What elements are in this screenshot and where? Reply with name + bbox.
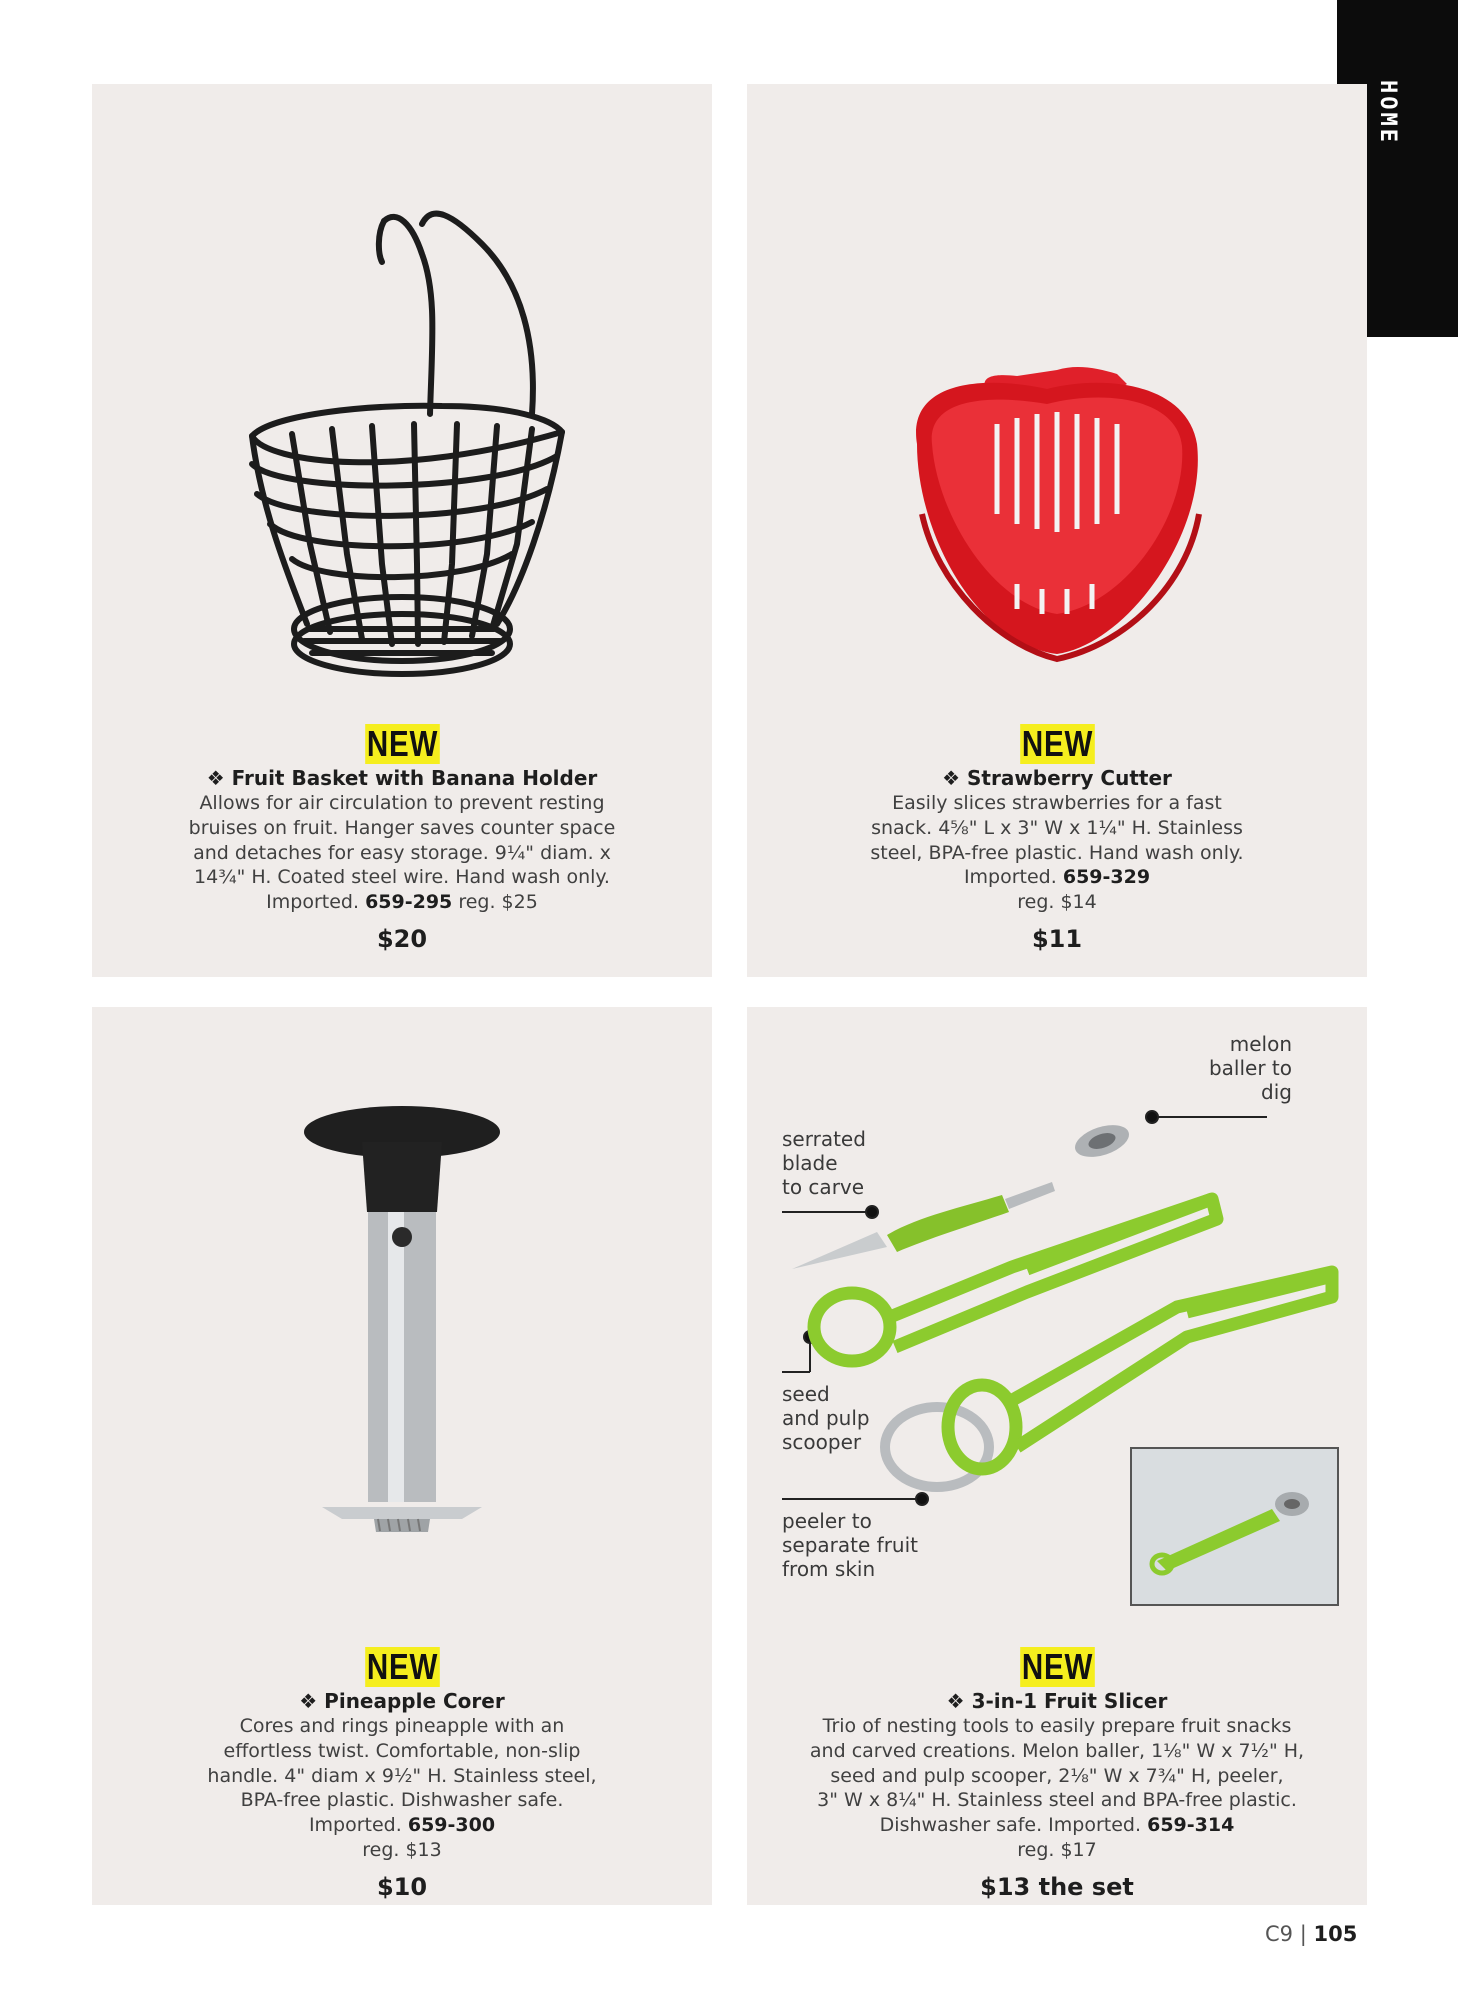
desc-line: seed and pulp scooper, 2⅛" W x 7¾" H, peeler, bbox=[830, 1764, 1284, 1787]
fruit-basket-image bbox=[92, 84, 712, 704]
desc-line: handle. 4" diam x 9½" H. Stainless steel, bbox=[207, 1764, 597, 1787]
desc-line: effortless twist. Comfortable, non-slip bbox=[223, 1739, 581, 1762]
desc-line bbox=[112, 1813, 692, 1838]
desc-line: Easily slices strawberries for a fast bbox=[892, 792, 1222, 814]
product-description bbox=[767, 791, 1347, 915]
callout-line: seed bbox=[782, 1382, 830, 1406]
product-title: ❖ Pineapple Corer bbox=[299, 1689, 505, 1713]
imported-text: Imported. bbox=[266, 891, 360, 914]
regular-price: reg. $25 bbox=[458, 891, 538, 914]
callout-line: separate fruit bbox=[782, 1533, 918, 1557]
callout-seed-scooper bbox=[782, 1382, 870, 1454]
desc-line: Trio of nesting tools to easily prepare fruit snacks bbox=[822, 1715, 1292, 1737]
product-info bbox=[112, 1647, 692, 1901]
product-description bbox=[112, 1714, 692, 1863]
item-number: 659-300 bbox=[407, 1814, 496, 1837]
product-card-fruit-slicer bbox=[747, 1007, 1367, 1905]
desc-line: 3" W x 8¼" H. Stainless steel and BPA-free plastic. bbox=[817, 1789, 1297, 1812]
desc-line: snack. 4⅝" L x 3" W x 1¼" H. Stainless bbox=[871, 816, 1243, 839]
callout-line: serrated bbox=[782, 1127, 866, 1151]
product-info bbox=[767, 724, 1347, 953]
desc-line: and carved creations. Melon baller, 1⅛" W x 7½" H, bbox=[809, 1739, 1305, 1762]
desc-line: steel, BPA-free plastic. Hand wash only. bbox=[870, 841, 1244, 864]
item-number: 659-314 bbox=[1147, 1814, 1235, 1837]
new-badge: NEW bbox=[366, 723, 438, 764]
product-description bbox=[112, 791, 692, 915]
callout-serrated-blade bbox=[782, 1127, 866, 1199]
pineapple-corer-image bbox=[92, 1007, 712, 1627]
callout-line: baller to bbox=[1208, 1056, 1292, 1080]
desc-line: Cores and rings pineapple with an bbox=[239, 1715, 565, 1737]
desc-line bbox=[767, 1813, 1347, 1838]
regular-price: reg. $14 bbox=[1017, 891, 1097, 914]
desc-line: Allows for air circulation to prevent resting bbox=[199, 792, 605, 814]
callout-line: peeler to bbox=[782, 1509, 872, 1533]
page-value: 105 bbox=[1313, 1922, 1358, 1946]
callout-line: from skin bbox=[782, 1557, 876, 1581]
desc-line: and detaches for easy storage. 9¼" diam. x bbox=[193, 841, 611, 864]
page-number bbox=[1265, 1922, 1357, 1946]
new-badge: NEW bbox=[366, 1646, 438, 1687]
product-title: ❖ Strawberry Cutter bbox=[942, 766, 1172, 790]
page-separator: | bbox=[1299, 1922, 1307, 1946]
strawberry-cutter-image bbox=[747, 84, 1367, 704]
page-section: C9 bbox=[1265, 1922, 1294, 1946]
desc-line bbox=[767, 865, 1347, 890]
desc-line: 14¾" H. Coated steel wire. Hand wash only. bbox=[194, 866, 610, 889]
desc-line: bruises on fruit. Hanger saves counter space bbox=[188, 816, 616, 839]
sale-price: $13 the set bbox=[980, 1872, 1134, 1901]
product-description bbox=[767, 1714, 1347, 1863]
product-title: ❖ 3-in-1 Fruit Slicer bbox=[946, 1689, 1168, 1713]
desc-line bbox=[112, 890, 692, 915]
callout-line: to carve bbox=[782, 1175, 865, 1199]
callout-line: dig bbox=[1261, 1080, 1292, 1104]
sale-price: $20 bbox=[376, 924, 428, 953]
desc-line: BPA-free plastic. Dishwasher safe. bbox=[240, 1789, 564, 1812]
new-badge: NEW bbox=[1021, 723, 1093, 764]
regular-price: reg. $13 bbox=[362, 1838, 442, 1861]
item-number: 659-295 bbox=[365, 891, 453, 914]
regular-price: reg. $17 bbox=[1017, 1838, 1097, 1861]
product-info bbox=[112, 724, 692, 953]
product-card-pineapple-corer bbox=[92, 1007, 712, 1905]
nested-set-inset-image bbox=[1130, 1447, 1339, 1606]
section-tab-label: HOME bbox=[1375, 80, 1400, 145]
callout-line: blade bbox=[782, 1151, 838, 1175]
callout-line: scooper bbox=[782, 1430, 862, 1454]
new-badge: NEW bbox=[1021, 1646, 1093, 1687]
product-info bbox=[767, 1647, 1347, 1901]
item-number: 659-329 bbox=[1062, 866, 1151, 889]
product-title: ❖ Fruit Basket with Banana Holder bbox=[206, 766, 598, 790]
product-card-strawberry-cutter bbox=[747, 84, 1367, 977]
callout-line: and pulp bbox=[782, 1406, 870, 1430]
sale-price: $10 bbox=[376, 1872, 428, 1901]
product-card-fruit-basket bbox=[92, 84, 712, 977]
imported-text: Imported. bbox=[963, 866, 1057, 889]
imported-text: Imported. bbox=[308, 1814, 402, 1837]
imported-text: Dishwasher safe. Imported. bbox=[879, 1814, 1142, 1837]
sale-price: $11 bbox=[1031, 924, 1083, 953]
callout-melon-baller bbox=[1177, 1032, 1292, 1104]
callout-peeler bbox=[782, 1509, 918, 1581]
callout-line: melon bbox=[1229, 1032, 1292, 1056]
